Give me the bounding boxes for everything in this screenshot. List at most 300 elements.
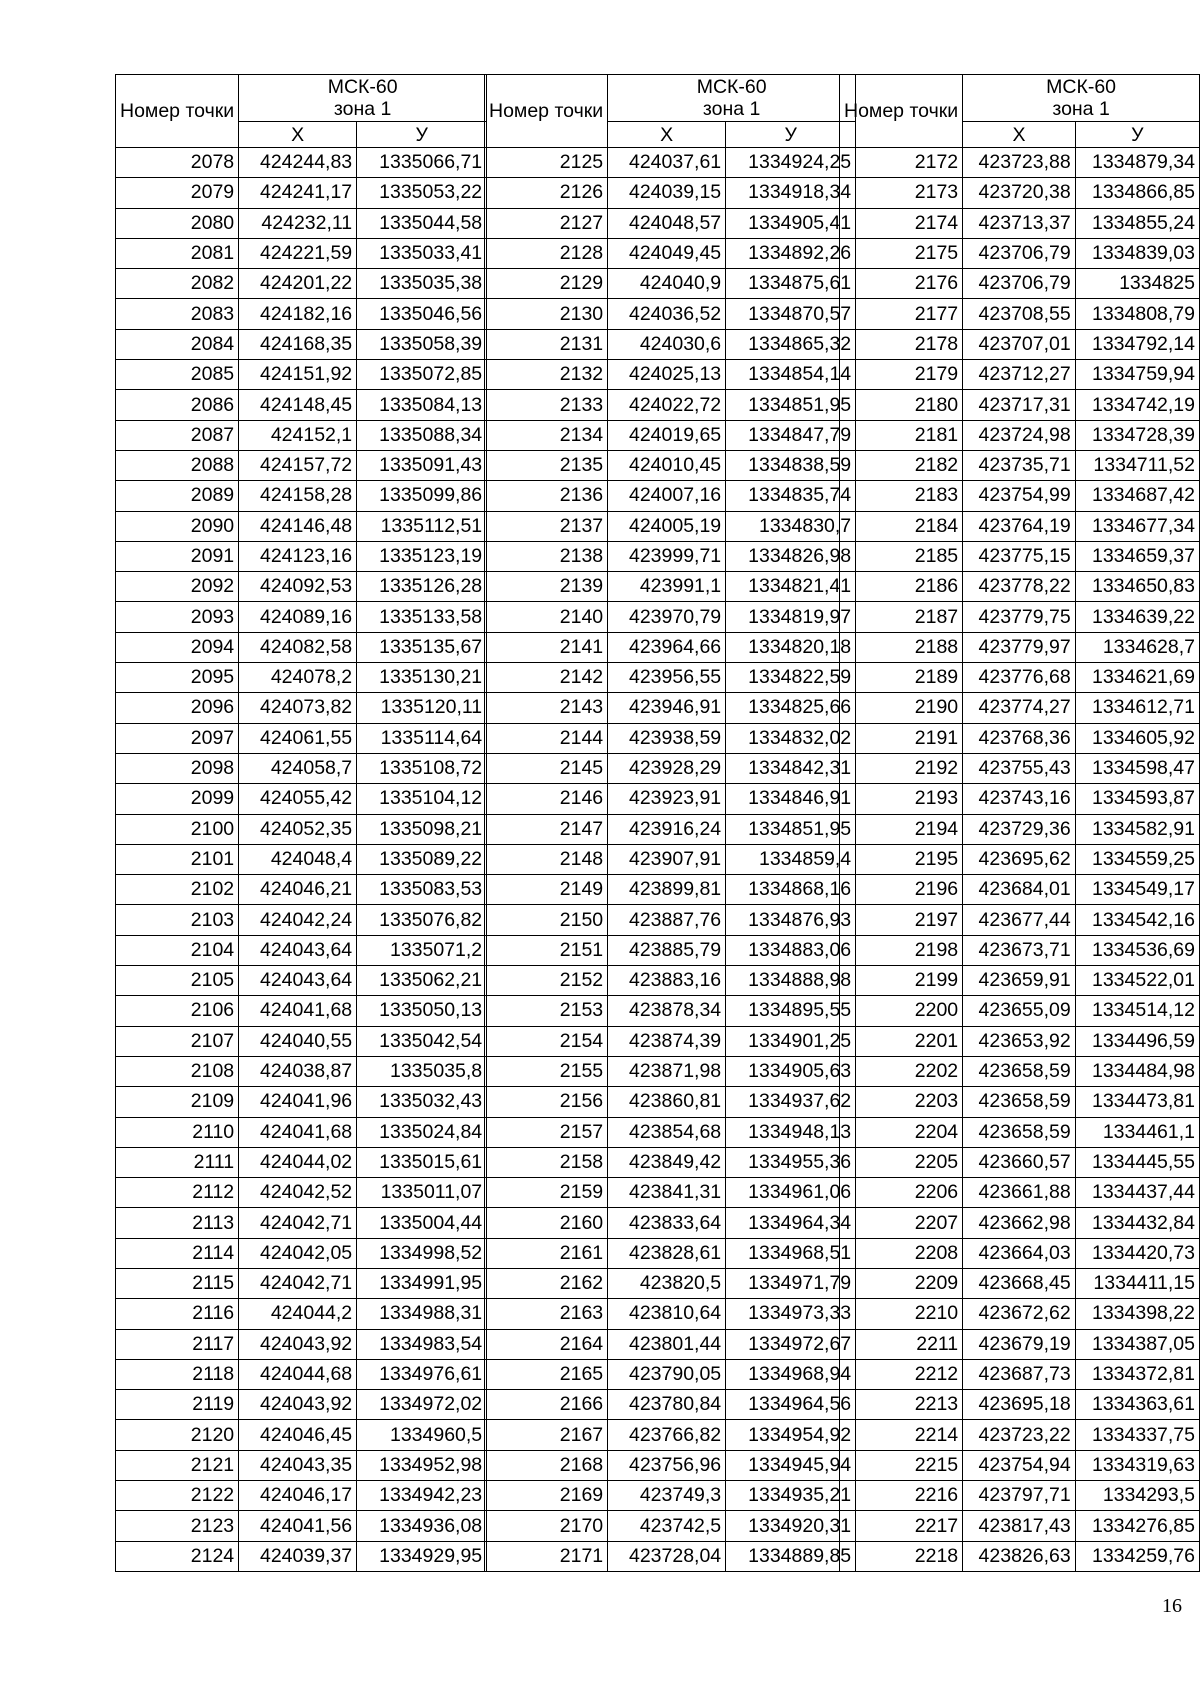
y-coordinate-cell: 1335135,67	[357, 632, 487, 662]
point-number-cell: 2208	[840, 1238, 963, 1268]
system-label: МСК-60	[696, 76, 767, 98]
x-coordinate-cell: 423878,34	[608, 996, 726, 1026]
table-row	[116, 450, 487, 480]
x-coordinate-cell: 424005,19	[608, 511, 726, 541]
y-coordinate-cell: 1334929,95	[357, 1541, 487, 1571]
point-number-cell: 2101	[116, 844, 239, 874]
y-coordinate-cell: 1334954,92	[726, 1420, 856, 1450]
point-number-cell: 2216	[840, 1481, 963, 1511]
point-number-cell: 2119	[116, 1390, 239, 1420]
y-coordinate-cell: 1334432,84	[1075, 1208, 1199, 1238]
table-row	[116, 1541, 487, 1571]
table-row	[116, 420, 487, 450]
table-row	[116, 1390, 487, 1420]
point-number-cell: 2097	[116, 723, 239, 753]
y-coordinate-cell: 1335053,22	[357, 178, 487, 208]
point-number-cell: 2168	[485, 1450, 608, 1480]
point-number-cell: 2181	[840, 420, 963, 450]
point-number-cell: 2083	[116, 299, 239, 329]
y-coordinate-cell: 1334920,31	[726, 1511, 856, 1541]
x-coordinate-cell: 424022,72	[608, 390, 726, 420]
table-row	[840, 1299, 1200, 1329]
table-row	[485, 329, 856, 359]
table-row	[116, 966, 487, 996]
table-row	[485, 1420, 856, 1450]
point-number-cell: 2141	[485, 632, 608, 662]
coordinates-table-2	[484, 74, 856, 1572]
table-row	[840, 1238, 1200, 1268]
y-coordinate-cell: 1334889,85	[726, 1541, 856, 1571]
table-row	[116, 299, 487, 329]
table-row	[485, 1178, 856, 1208]
point-number-cell: 2112	[116, 1178, 239, 1208]
table-row	[840, 663, 1200, 693]
x-coordinate-cell: 424082,58	[239, 632, 357, 662]
point-number-cell: 2137	[485, 511, 608, 541]
table-row	[840, 1329, 1200, 1359]
y-coordinate-cell: 1334639,22	[1075, 602, 1199, 632]
point-number-cell: 2139	[485, 572, 608, 602]
y-coordinate-cell: 1334398,22	[1075, 1299, 1199, 1329]
y-coordinate-cell: 1334859,4	[726, 844, 856, 874]
x-coordinate-cell: 423706,79	[963, 238, 1076, 268]
point-number-cell: 2183	[840, 481, 963, 511]
y-coordinate-cell: 1334968,94	[726, 1359, 856, 1389]
point-number-cell: 2081	[116, 238, 239, 268]
x-coordinate-cell: 423687,73	[963, 1359, 1076, 1389]
table-row	[116, 208, 487, 238]
table-row	[840, 784, 1200, 814]
x-coordinate-cell: 424221,59	[239, 238, 357, 268]
point-number-cell: 2193	[840, 784, 963, 814]
x-coordinate-cell: 423756,96	[608, 1450, 726, 1480]
point-number-cell: 2209	[840, 1268, 963, 1298]
x-coordinate-cell: 424041,56	[239, 1511, 357, 1541]
table-row	[116, 541, 487, 571]
x-coordinate-cell: 423754,94	[963, 1450, 1076, 1480]
table-row	[116, 1481, 487, 1511]
table-row	[116, 814, 487, 844]
table-row	[485, 541, 856, 571]
x-coordinate-cell: 423662,98	[963, 1208, 1076, 1238]
point-number-cell: 2176	[840, 269, 963, 299]
table-row	[485, 1087, 856, 1117]
point-number-cell: 2131	[485, 329, 608, 359]
y-coordinate-cell: 1335084,13	[357, 390, 487, 420]
point-number-cell: 2114	[116, 1238, 239, 1268]
table-row	[840, 1420, 1200, 1450]
y-coordinate-cell: 1334536,69	[1075, 935, 1199, 965]
x-coordinate-cell: 424168,35	[239, 329, 357, 359]
point-number-cell: 2150	[485, 905, 608, 935]
y-coordinate-cell: 1334687,42	[1075, 481, 1199, 511]
x-coordinate-cell: 424089,16	[239, 602, 357, 632]
table-row	[840, 420, 1200, 450]
table-row	[485, 632, 856, 662]
y-coordinate-cell: 1334835,74	[726, 481, 856, 511]
table-row	[840, 148, 1200, 178]
point-number-cell: 2157	[485, 1117, 608, 1147]
y-coordinate-cell: 1334964,34	[726, 1208, 856, 1238]
y-column-header: У	[357, 122, 487, 148]
x-coordinate-cell: 423779,97	[963, 632, 1076, 662]
table-row	[840, 299, 1200, 329]
point-number-cell: 2153	[485, 996, 608, 1026]
y-coordinate-cell: 1334832,02	[726, 723, 856, 753]
table-row	[116, 1026, 487, 1056]
point-number-cell: 2184	[840, 511, 963, 541]
point-number-cell: 2167	[485, 1420, 608, 1450]
point-number-cell: 2174	[840, 208, 963, 238]
y-coordinate-cell: 1334319,63	[1075, 1450, 1199, 1480]
y-coordinate-cell: 1335133,58	[357, 602, 487, 632]
x-coordinate-cell: 423755,43	[963, 753, 1076, 783]
table-row	[116, 1268, 487, 1298]
point-number-cell: 2102	[116, 875, 239, 905]
x-coordinate-cell: 424010,45	[608, 450, 726, 480]
x-coordinate-cell: 423724,98	[963, 420, 1076, 450]
y-coordinate-cell: 1334846,91	[726, 784, 856, 814]
x-coordinate-cell: 423928,29	[608, 753, 726, 783]
y-coordinate-cell: 1334372,81	[1075, 1359, 1199, 1389]
table-row	[840, 1026, 1200, 1056]
y-coordinate-cell: 1334968,51	[726, 1238, 856, 1268]
table-row	[485, 602, 856, 632]
x-coordinate-cell: 423735,71	[963, 450, 1076, 480]
table-row	[840, 178, 1200, 208]
table-row	[116, 723, 487, 753]
table-row	[840, 208, 1200, 238]
x-column-header: X	[239, 122, 357, 148]
point-number-cell: 2130	[485, 299, 608, 329]
table-row	[116, 1087, 487, 1117]
y-coordinate-cell: 1334865,32	[726, 329, 856, 359]
table-row	[116, 632, 487, 662]
point-number-cell: 2108	[116, 1056, 239, 1086]
table-row	[840, 1056, 1200, 1086]
y-coordinate-cell: 1334711,52	[1075, 450, 1199, 480]
point-number-cell: 2196	[840, 875, 963, 905]
x-coordinate-cell: 423854,68	[608, 1117, 726, 1147]
point-number-cell: 2203	[840, 1087, 963, 1117]
x-coordinate-cell: 424042,71	[239, 1268, 357, 1298]
table-row	[116, 1359, 487, 1389]
point-number-cell: 2142	[485, 663, 608, 693]
y-coordinate-cell: 1335033,41	[357, 238, 487, 268]
point-number-header: Номер точки	[485, 75, 608, 148]
point-number-cell: 2185	[840, 541, 963, 571]
point-number-cell: 2145	[485, 753, 608, 783]
y-coordinate-cell: 1334821,41	[726, 572, 856, 602]
x-coordinate-cell: 424048,4	[239, 844, 357, 874]
point-number-cell: 2106	[116, 996, 239, 1026]
point-number-cell: 2121	[116, 1450, 239, 1480]
table-row	[485, 1208, 856, 1238]
y-coordinate-cell: 1334461,1	[1075, 1117, 1199, 1147]
y-coordinate-cell: 1334659,37	[1075, 541, 1199, 571]
point-number-cell: 2166	[485, 1390, 608, 1420]
point-number-cell: 2124	[116, 1541, 239, 1571]
y-coordinate-cell: 1334628,7	[1075, 632, 1199, 662]
y-coordinate-cell: 1335062,21	[357, 966, 487, 996]
coordinates-table-3	[839, 74, 1200, 1572]
table-row	[840, 1268, 1200, 1298]
y-coordinate-cell: 1334514,12	[1075, 996, 1199, 1026]
y-coordinate-cell: 1334905,41	[726, 208, 856, 238]
y-coordinate-cell: 1334612,71	[1075, 693, 1199, 723]
y-coordinate-cell: 1334960,5	[357, 1420, 487, 1450]
y-coordinate-cell: 1334937,62	[726, 1087, 856, 1117]
y-coordinate-cell: 1334559,25	[1075, 844, 1199, 874]
point-number-cell: 2215	[840, 1450, 963, 1480]
y-coordinate-cell: 1334830,7	[726, 511, 856, 541]
y-coordinate-cell: 1334387,05	[1075, 1329, 1199, 1359]
point-number-cell: 2099	[116, 784, 239, 814]
y-coordinate-cell: 1334484,98	[1075, 1056, 1199, 1086]
table-row	[116, 996, 487, 1026]
x-coordinate-cell: 423684,01	[963, 875, 1076, 905]
point-number-cell: 2088	[116, 450, 239, 480]
point-number-cell: 2211	[840, 1329, 963, 1359]
x-coordinate-cell: 423764,19	[963, 511, 1076, 541]
table-row	[840, 814, 1200, 844]
table-row	[485, 996, 856, 1026]
table-row	[840, 935, 1200, 965]
x-coordinate-cell: 423729,36	[963, 814, 1076, 844]
x-coordinate-cell: 423916,24	[608, 814, 726, 844]
y-coordinate-cell: 1334842,31	[726, 753, 856, 783]
x-coordinate-cell: 423673,71	[963, 935, 1076, 965]
table-row	[116, 784, 487, 814]
point-number-cell: 2197	[840, 905, 963, 935]
point-number-cell: 2190	[840, 693, 963, 723]
point-number-cell: 2143	[485, 693, 608, 723]
table-row	[840, 602, 1200, 632]
y-coordinate-cell: 1334808,79	[1075, 299, 1199, 329]
coordinate-system-header	[608, 75, 856, 122]
table-row	[840, 1208, 1200, 1238]
x-coordinate-cell: 423946,91	[608, 693, 726, 723]
y-coordinate-cell: 1335083,53	[357, 875, 487, 905]
table-row	[485, 1359, 856, 1389]
table-row	[116, 844, 487, 874]
point-number-cell: 2148	[485, 844, 608, 874]
point-number-cell: 2129	[485, 269, 608, 299]
x-coordinate-cell: 423707,01	[963, 329, 1076, 359]
table-row	[116, 1450, 487, 1480]
point-number-cell: 2104	[116, 935, 239, 965]
table-row	[116, 1208, 487, 1238]
y-coordinate-cell: 1335050,13	[357, 996, 487, 1026]
y-coordinate-cell: 1334598,47	[1075, 753, 1199, 783]
y-coordinate-cell: 1335032,43	[357, 1087, 487, 1117]
y-coordinate-cell: 1334964,56	[726, 1390, 856, 1420]
x-coordinate-cell: 424025,13	[608, 360, 726, 390]
point-number-cell: 2179	[840, 360, 963, 390]
point-number-cell: 2085	[116, 360, 239, 390]
table-row	[116, 1329, 487, 1359]
x-coordinate-cell: 423999,71	[608, 541, 726, 571]
y-coordinate-cell: 1334991,95	[357, 1268, 487, 1298]
y-coordinate-cell: 1334973,33	[726, 1299, 856, 1329]
table-row	[116, 390, 487, 420]
point-number-cell: 2191	[840, 723, 963, 753]
y-coordinate-cell: 1334945,94	[726, 1450, 856, 1480]
table-row	[485, 966, 856, 996]
point-number-cell: 2199	[840, 966, 963, 996]
y-coordinate-cell: 1334742,19	[1075, 390, 1199, 420]
y-coordinate-cell: 1335130,21	[357, 663, 487, 693]
x-coordinate-cell: 423899,81	[608, 875, 726, 905]
point-number-cell: 2117	[116, 1329, 239, 1359]
table-row	[485, 1390, 856, 1420]
table-row	[840, 541, 1200, 571]
x-coordinate-cell: 423653,92	[963, 1026, 1076, 1056]
point-number-cell: 2207	[840, 1208, 963, 1238]
y-coordinate-cell: 1335098,21	[357, 814, 487, 844]
point-number-cell: 2078	[116, 148, 239, 178]
x-coordinate-cell: 424157,72	[239, 450, 357, 480]
x-coordinate-cell: 423679,19	[963, 1329, 1076, 1359]
point-number-cell: 2182	[840, 450, 963, 480]
x-coordinate-cell: 423817,43	[963, 1511, 1076, 1541]
x-coordinate-cell: 423708,55	[963, 299, 1076, 329]
x-coordinate-cell: 423712,27	[963, 360, 1076, 390]
coordinate-system-header	[239, 75, 487, 122]
y-coordinate-cell: 1334363,61	[1075, 1390, 1199, 1420]
y-coordinate-cell: 1334825	[1075, 269, 1199, 299]
x-coordinate-cell: 423885,79	[608, 935, 726, 965]
coordinate-system-header	[963, 75, 1200, 122]
x-coordinate-cell: 424148,45	[239, 390, 357, 420]
y-coordinate-cell: 1335066,71	[357, 148, 487, 178]
table-row	[485, 1147, 856, 1177]
point-number-cell: 2089	[116, 481, 239, 511]
x-coordinate-cell: 424041,68	[239, 996, 357, 1026]
x-coordinate-cell: 423658,59	[963, 1056, 1076, 1086]
point-number-cell: 2175	[840, 238, 963, 268]
x-coordinate-cell: 424039,15	[608, 178, 726, 208]
table-row	[116, 875, 487, 905]
x-coordinate-cell: 424044,68	[239, 1359, 357, 1389]
y-coordinate-cell: 1335099,86	[357, 481, 487, 511]
point-number-cell: 2132	[485, 360, 608, 390]
x-coordinate-cell: 424007,16	[608, 481, 726, 511]
y-coordinate-cell: 1334839,03	[1075, 238, 1199, 268]
table-row	[116, 360, 487, 390]
zone-label: зона 1	[333, 98, 392, 120]
table-row	[840, 875, 1200, 905]
table-row	[485, 1450, 856, 1480]
table-row	[116, 663, 487, 693]
x-coordinate-cell: 423797,71	[963, 1481, 1076, 1511]
point-number-cell: 2122	[116, 1481, 239, 1511]
table-row	[116, 329, 487, 359]
point-number-cell: 2135	[485, 450, 608, 480]
point-number-cell: 2090	[116, 511, 239, 541]
point-number-cell: 2105	[116, 966, 239, 996]
table-row	[485, 511, 856, 541]
x-coordinate-cell: 423790,05	[608, 1359, 726, 1389]
point-number-cell: 2171	[485, 1541, 608, 1571]
y-coordinate-cell: 1334918,34	[726, 178, 856, 208]
point-number-cell: 2205	[840, 1147, 963, 1177]
x-coordinate-cell: 423723,88	[963, 148, 1076, 178]
table-row	[485, 420, 856, 450]
y-coordinate-cell: 1334728,39	[1075, 420, 1199, 450]
point-number-cell: 2149	[485, 875, 608, 905]
point-number-cell: 2172	[840, 148, 963, 178]
y-coordinate-cell: 1334988,31	[357, 1299, 487, 1329]
y-coordinate-cell: 1335088,34	[357, 420, 487, 450]
x-coordinate-cell: 423677,44	[963, 905, 1076, 935]
x-coordinate-cell: 424044,02	[239, 1147, 357, 1177]
x-coordinate-cell: 423754,99	[963, 481, 1076, 511]
x-coordinate-cell: 423728,04	[608, 1541, 726, 1571]
table-row	[116, 178, 487, 208]
table-row	[116, 572, 487, 602]
x-coordinate-cell: 424046,45	[239, 1420, 357, 1450]
y-coordinate-cell: 1334942,23	[357, 1481, 487, 1511]
point-number-cell: 2087	[116, 420, 239, 450]
point-number-cell: 2093	[116, 602, 239, 632]
table-row	[116, 1511, 487, 1541]
x-column-header: X	[963, 122, 1076, 148]
table-row	[840, 511, 1200, 541]
y-coordinate-cell: 1334971,79	[726, 1268, 856, 1298]
x-coordinate-cell: 423766,82	[608, 1420, 726, 1450]
y-coordinate-cell: 1335035,38	[357, 269, 487, 299]
table-row	[116, 905, 487, 935]
table-row	[485, 1481, 856, 1511]
x-coordinate-cell: 424244,83	[239, 148, 357, 178]
y-coordinate-cell: 1334976,61	[357, 1359, 487, 1389]
y-coordinate-cell: 1334496,59	[1075, 1026, 1199, 1056]
point-number-cell: 2186	[840, 572, 963, 602]
y-coordinate-cell: 1334851,95	[726, 390, 856, 420]
x-coordinate-cell: 424151,92	[239, 360, 357, 390]
y-coordinate-cell: 1334847,79	[726, 420, 856, 450]
point-number-cell: 2213	[840, 1390, 963, 1420]
x-coordinate-cell: 424182,16	[239, 299, 357, 329]
point-number-cell: 2100	[116, 814, 239, 844]
table-row	[840, 905, 1200, 935]
y-coordinate-cell: 1334935,21	[726, 1481, 856, 1511]
x-coordinate-cell: 423706,79	[963, 269, 1076, 299]
point-number-cell: 2133	[485, 390, 608, 420]
point-number-cell: 2178	[840, 329, 963, 359]
table-row	[840, 1450, 1200, 1480]
x-coordinate-cell: 424040,9	[608, 269, 726, 299]
x-coordinate-cell: 423956,55	[608, 663, 726, 693]
point-number-cell: 2169	[485, 1481, 608, 1511]
x-coordinate-cell: 423833,64	[608, 1208, 726, 1238]
point-number-cell: 2152	[485, 966, 608, 996]
y-coordinate-cell: 1334420,73	[1075, 1238, 1199, 1268]
system-label: МСК-60	[1046, 76, 1117, 98]
table-row	[116, 148, 487, 178]
y-coordinate-cell: 1335076,82	[357, 905, 487, 935]
table-row	[485, 784, 856, 814]
x-coordinate-cell: 424036,52	[608, 299, 726, 329]
x-coordinate-cell: 424040,55	[239, 1026, 357, 1056]
point-number-cell: 2202	[840, 1056, 963, 1086]
table-row	[840, 1359, 1200, 1389]
table-row	[485, 1026, 856, 1056]
point-number-cell: 2192	[840, 753, 963, 783]
point-number-cell: 2147	[485, 814, 608, 844]
point-number-cell: 2110	[116, 1117, 239, 1147]
